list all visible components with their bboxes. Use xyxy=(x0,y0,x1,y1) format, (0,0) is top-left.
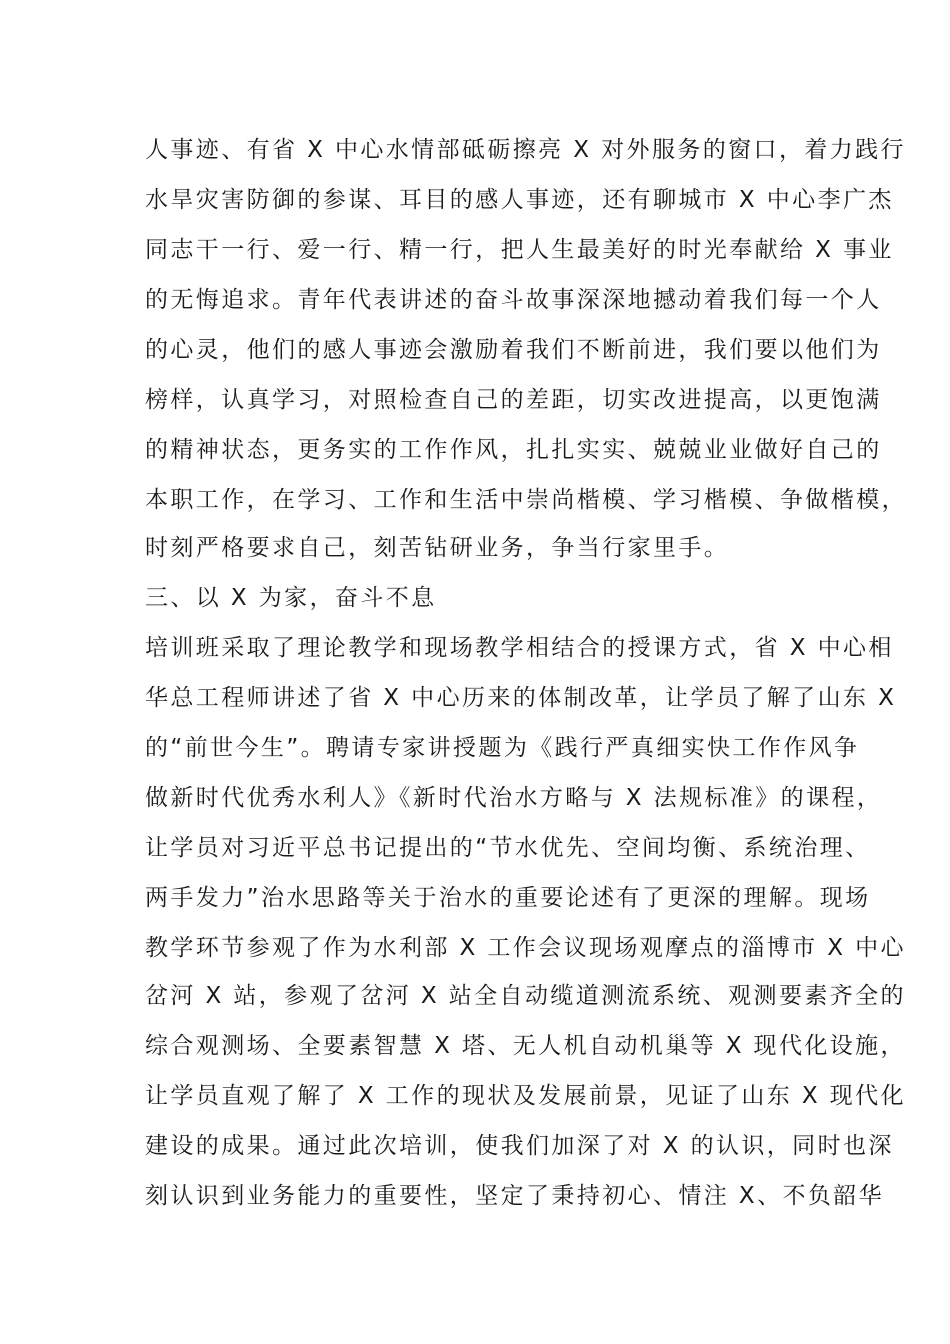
text-line: 培训班采取了理论教学和现场教学相结合的授课方式，省 X 中心相 xyxy=(145,635,894,661)
text-line: 同志干一行、爱一行、精一行，把人生最美好的时光奉献给 X 事业 xyxy=(145,237,894,263)
section-heading: 三、以 X 为家，奋斗不息 xyxy=(145,585,437,611)
text-line: 本职工作，在学习、工作和生活中崇尚楷模、学习楷模、争做楷模， xyxy=(145,487,907,513)
text-line: 水旱灾害防御的参谋、耳目的感人事迹，还有聊城市 X 中心李广杰 xyxy=(145,187,894,213)
text-line: 让学员直观了解了 X 工作的现状及发展前景，见证了山东 X 现代化 xyxy=(145,1083,906,1109)
text-line: 的“前世今生”。聘请专家讲授题为《践行严真细实快工作作风争 xyxy=(145,735,860,761)
text-line: 综合观测场、全要素智慧 X 塔、无人机自动机巢等 X 现代化设施， xyxy=(145,1033,906,1059)
text-line: 人事迹、有省 X 中心水情部砥砺擦亮 X 对外服务的窗口，着力践行 xyxy=(145,137,906,163)
text-line: 榜样，认真学习，对照检查自己的差距，切实改进提高，以更饱满 xyxy=(145,387,882,413)
text-line: 的精神状态，更务实的工作作风，扎扎实实、兢兢业业做好自己的 xyxy=(145,437,882,463)
text-line: 让学员对习近平总书记提出的“节水优先、空间均衡、系统治理、 xyxy=(145,835,871,861)
text-line: 华总工程师讲述了省 X 中心历来的体制改革，让学员了解了山东 X xyxy=(145,685,897,711)
text-line: 的心灵，他们的感人事迹会激励着我们不断前进，我们要以他们为 xyxy=(145,337,882,363)
text-line: 的无悔追求。青年代表讲述的奋斗故事深深地撼动着我们每一个人 xyxy=(145,287,882,313)
text-line: 教学环节参观了作为水利部 X 工作会议现场观摩点的淄博市 X 中心 xyxy=(145,935,906,961)
text-line: 建设的成果。通过此次培训，使我们加深了对 X 的认识，同时也深 xyxy=(145,1133,894,1159)
text-line: 刻认识到业务能力的重要性，坚定了秉持初心、情注 X、不负韶华 xyxy=(145,1183,885,1209)
text-line: 两手发力”治水思路等关于治水的重要论述有了更深的理解。现场 xyxy=(145,885,871,911)
text-line: 岔河 X 站，参观了岔河 X 站全自动缆道测流系统、观测要素齐全的 xyxy=(145,983,906,1009)
text-line: 时刻严格要求自己，刻苦钻研业务，争当行家里手。 xyxy=(145,535,730,561)
text-line: 做新时代优秀水利人》《新时代治水方略与 X 法规标准》的课程， xyxy=(145,785,883,811)
